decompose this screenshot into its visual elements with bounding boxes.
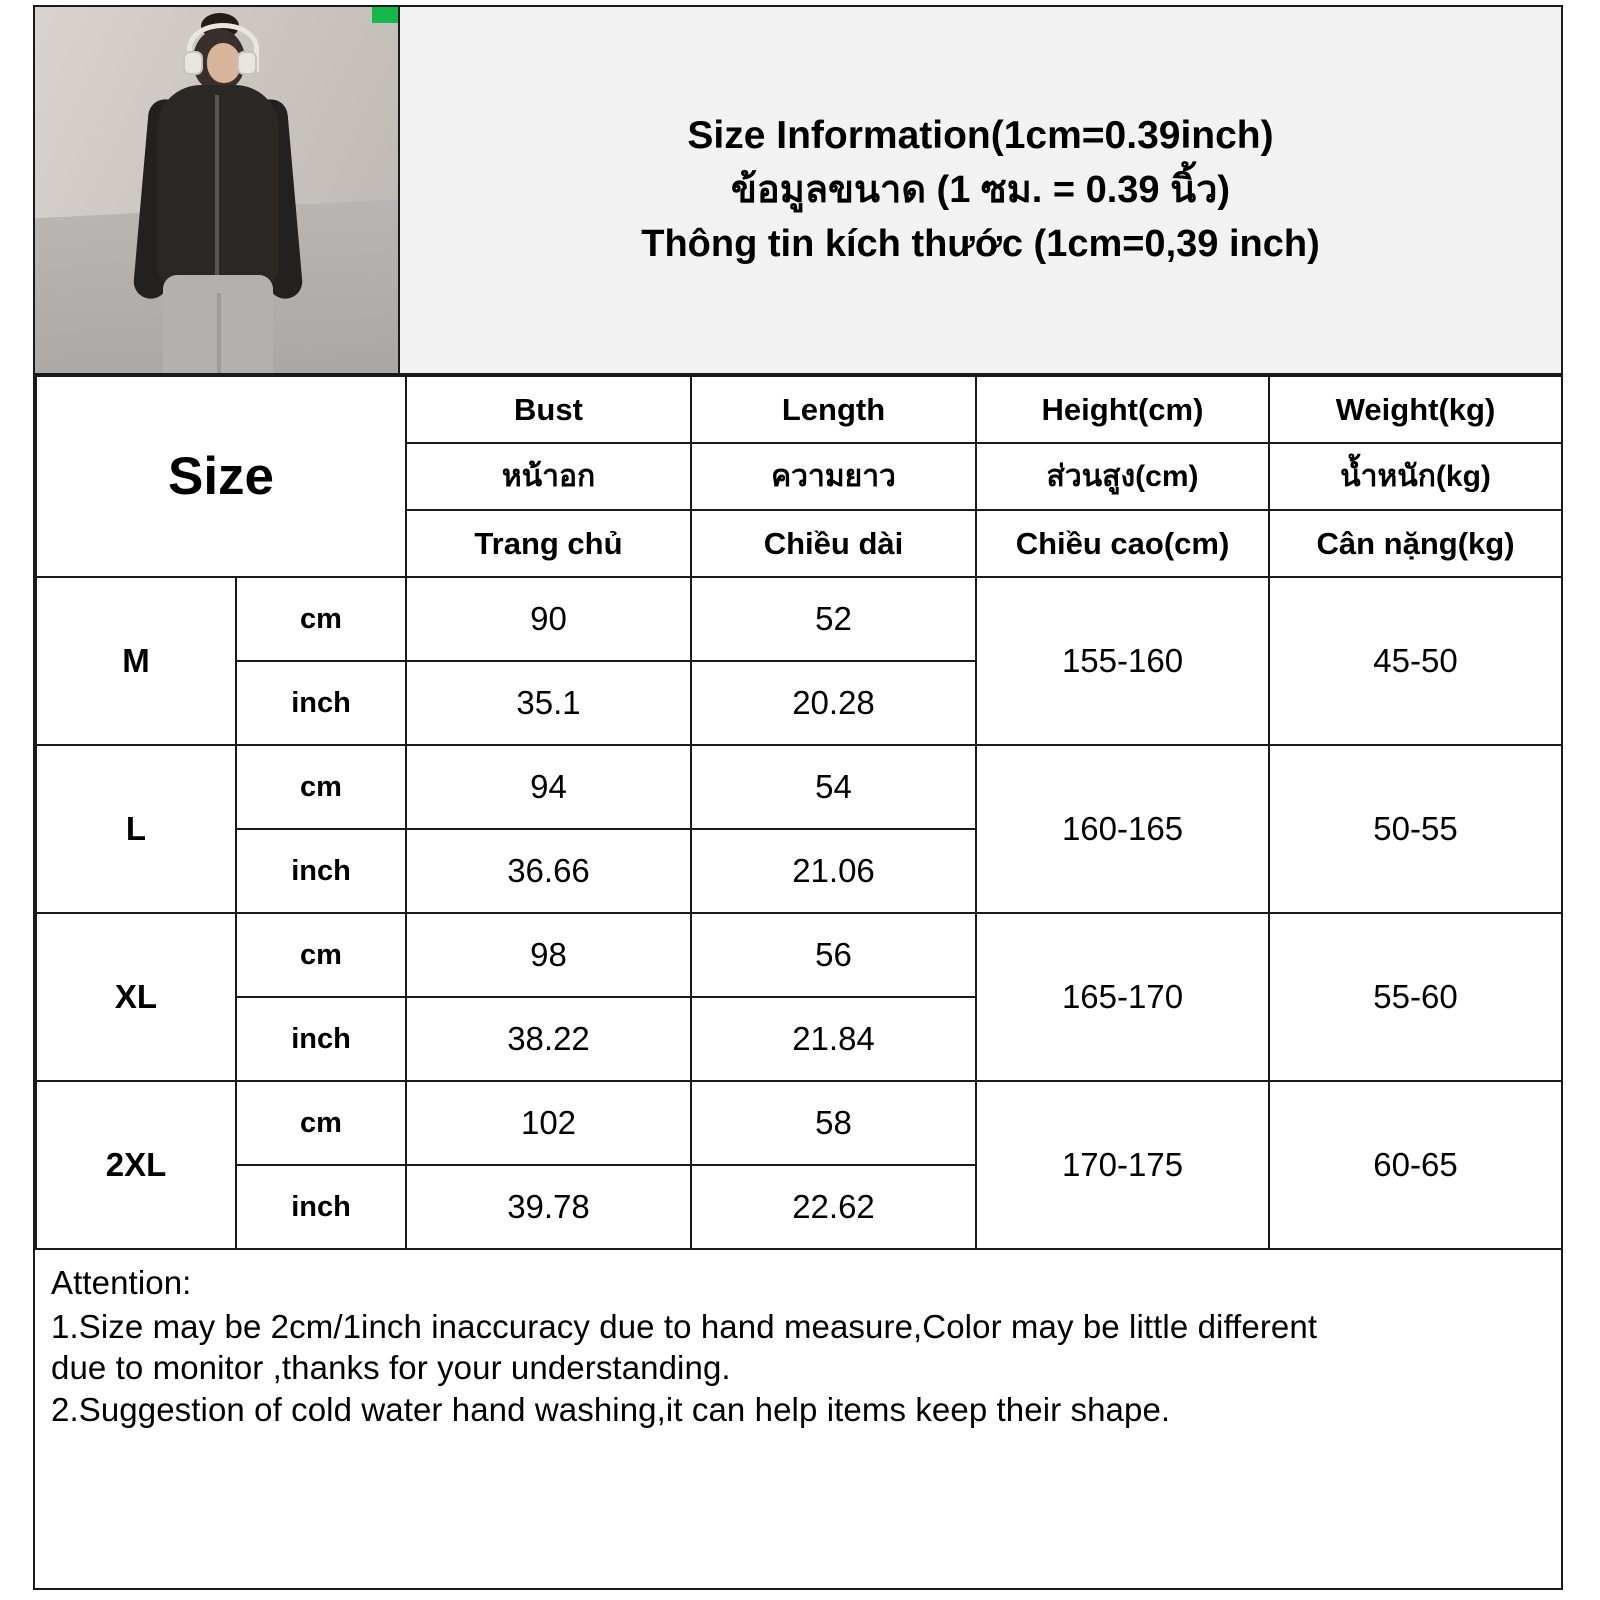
header <box>35 7 1561 375</box>
size-chart-sheet <box>33 5 1563 1590</box>
height-xl: 165-170 <box>976 913 1269 1081</box>
unit-cell-cm: cm <box>236 745 406 829</box>
length-cm-l: 54 <box>691 745 976 829</box>
leg-seam-line <box>217 293 221 373</box>
table-row <box>36 745 1562 829</box>
col-header-length-vi: Chiều dài <box>691 510 976 577</box>
bust-cm-m: 90 <box>406 577 691 661</box>
length-cm-xl: 56 <box>691 913 976 997</box>
height-l: 160-165 <box>976 745 1269 913</box>
weight-l: 50-55 <box>1269 745 1562 913</box>
table-row <box>36 1081 1562 1165</box>
length-cm-2xl: 58 <box>691 1081 976 1165</box>
unit-cell-cm: cm <box>236 577 406 661</box>
table-row <box>36 577 1562 661</box>
col-header-height-en: Height(cm) <box>976 376 1269 443</box>
col-header-bust-vi: Trang chủ <box>406 510 691 577</box>
attention-block <box>35 1250 1561 1582</box>
bust-inch-m: 35.1 <box>406 661 691 745</box>
col-header-length-th: ความยาว <box>691 443 976 510</box>
headphone-right-icon <box>237 51 257 75</box>
model-illustration <box>97 7 337 373</box>
weight-m: 45-50 <box>1269 577 1562 745</box>
size-cell-m: M <box>36 577 236 745</box>
col-header-bust-en: Bust <box>406 376 691 443</box>
size-table <box>35 375 1563 1250</box>
attention-line-1a: 1.Size may be 2cm/1inch inaccuracy due to hand measure,Color may be little different <box>51 1307 1318 1345</box>
title-line-th: ข้อมูลขนาด (1 ซม. = 0.39 นิ้ว) <box>730 168 1231 211</box>
unit-cell-inch: inch <box>236 997 406 1081</box>
weight-2xl: 60-65 <box>1269 1081 1562 1249</box>
col-header-length-en: Length <box>691 376 976 443</box>
table-row <box>36 913 1562 997</box>
unit-cell-inch: inch <box>236 829 406 913</box>
product-photo <box>35 7 400 373</box>
length-cm-m: 52 <box>691 577 976 661</box>
unit-cell-cm: cm <box>236 1081 406 1165</box>
col-header-weight-en: Weight(kg) <box>1269 376 1562 443</box>
attention-title: Attention: <box>51 1264 192 1301</box>
table-header-row-en <box>36 376 1562 443</box>
title-line-en: Size Information(1cm=0.39inch) <box>687 114 1274 158</box>
attention-line-1b: due to monitor ,thanks for your understanding. <box>51 1349 731 1387</box>
headphone-left-icon <box>183 51 203 75</box>
attention-line-2: 2.Suggestion of cold water hand washing,it can help items keep their shape. <box>51 1390 1171 1428</box>
col-header-weight-th: น้ำหนัก(kg) <box>1269 443 1562 510</box>
zipper-line <box>215 95 219 275</box>
bust-cm-xl: 98 <box>406 913 691 997</box>
size-cell-xl: XL <box>36 913 236 1081</box>
green-corner-marker <box>372 7 398 23</box>
height-m: 155-160 <box>976 577 1269 745</box>
title-line-vi: Thông tin kích thước (1cm=0,39 inch) <box>641 222 1320 265</box>
unit-cell-inch: inch <box>236 1165 406 1249</box>
size-cell-2xl: 2XL <box>36 1081 236 1249</box>
bust-inch-2xl: 39.78 <box>406 1165 691 1249</box>
length-inch-2xl: 22.62 <box>691 1165 976 1249</box>
title-block <box>400 7 1561 373</box>
height-2xl: 170-175 <box>976 1081 1269 1249</box>
col-header-weight-vi: Cân nặng(kg) <box>1269 510 1562 577</box>
bust-cm-l: 94 <box>406 745 691 829</box>
weight-xl: 55-60 <box>1269 913 1562 1081</box>
bust-inch-l: 36.66 <box>406 829 691 913</box>
unit-cell-inch: inch <box>236 661 406 745</box>
size-header-cell: Size <box>36 376 406 577</box>
col-header-height-vi: Chiều cao(cm) <box>976 510 1269 577</box>
unit-cell-cm: cm <box>236 913 406 997</box>
size-cell-l: L <box>36 745 236 913</box>
length-inch-m: 20.28 <box>691 661 976 745</box>
col-header-bust-th: หน้าอก <box>406 443 691 510</box>
bust-cm-2xl: 102 <box>406 1081 691 1165</box>
col-header-height-th: ส่วนสูง(cm) <box>976 443 1269 510</box>
length-inch-xl: 21.84 <box>691 997 976 1081</box>
bust-inch-xl: 38.22 <box>406 997 691 1081</box>
length-inch-l: 21.06 <box>691 829 976 913</box>
